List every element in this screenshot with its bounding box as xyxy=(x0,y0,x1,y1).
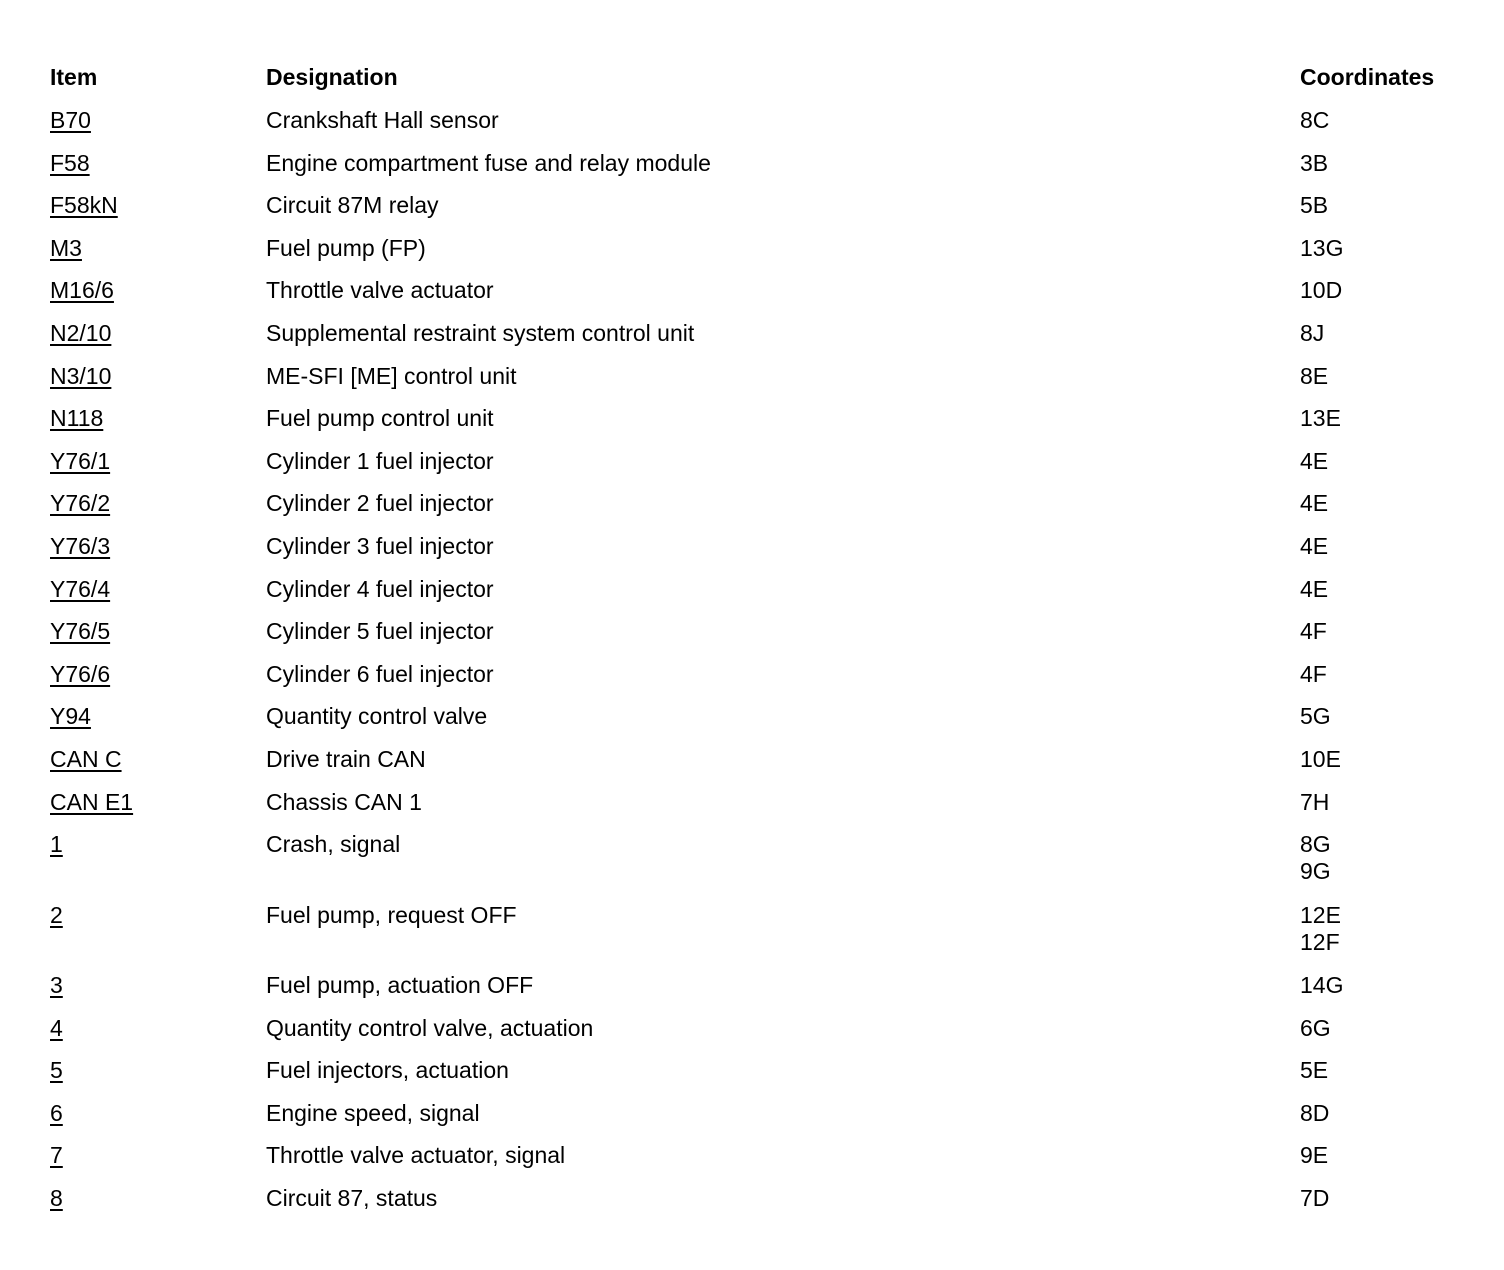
table-row xyxy=(50,746,1470,789)
designation-text: Circuit 87, status xyxy=(266,1185,438,1212)
table-row xyxy=(50,277,1470,320)
table-row xyxy=(50,363,1470,406)
designation-text: Cylinder 4 fuel injector xyxy=(266,575,494,602)
coordinates-cell xyxy=(1300,1057,1328,1084)
table-row xyxy=(50,150,1470,193)
coordinates-cell xyxy=(1300,150,1328,177)
coordinate-value: 7H xyxy=(1300,788,1330,815)
designation-text: Chassis CAN 1 xyxy=(266,788,422,815)
coordinate-value: 14G xyxy=(1300,972,1344,999)
designation-text: Engine compartment fuse and relay module xyxy=(266,149,711,176)
designation-text: Circuit 87M relay xyxy=(266,192,439,219)
designation-text: Fuel pump (FP) xyxy=(266,234,426,261)
item-link[interactable]: B70 xyxy=(50,107,91,133)
designation-text: Drive train CAN xyxy=(266,745,426,772)
coordinate-value: 7D xyxy=(1300,1185,1330,1212)
coordinates-cell xyxy=(1300,448,1328,475)
coordinates-cell xyxy=(1300,192,1328,219)
item-link[interactable]: Y76/1 xyxy=(50,447,111,474)
coordinates-cell xyxy=(1300,661,1327,688)
designation-text: Throttle valve actuator, signal xyxy=(266,1142,566,1169)
table-row xyxy=(50,972,1470,1015)
designation-text: Cylinder 5 fuel injector xyxy=(266,618,494,645)
table-row xyxy=(50,831,1470,902)
item-link[interactable]: 8 xyxy=(50,1185,63,1212)
table-row xyxy=(50,192,1470,235)
coordinate-value: 12F xyxy=(1300,928,1340,955)
coordinates-cell xyxy=(1300,363,1328,390)
designation-text: Fuel pump, request OFF xyxy=(266,901,517,928)
component-legend-table xyxy=(50,64,1470,1228)
header-item: Item xyxy=(50,64,98,90)
designation-text: Supplemental restraint system control unit xyxy=(266,319,695,346)
coordinates-cell xyxy=(1300,789,1329,816)
coordinates-cell xyxy=(1300,746,1341,773)
coordinates-cell xyxy=(1300,1142,1328,1169)
item-link[interactable]: CAN C xyxy=(50,745,122,772)
table-row xyxy=(50,1142,1470,1185)
coordinates-cell xyxy=(1300,703,1331,730)
table-row xyxy=(50,576,1470,619)
item-link[interactable]: 1 xyxy=(50,831,63,858)
designation-text: Throttle valve actuator xyxy=(266,277,494,304)
designation-text: Crash, signal xyxy=(266,831,401,858)
coordinate-value: 3B xyxy=(1300,149,1329,176)
table-row xyxy=(50,405,1470,448)
coordinates-cell xyxy=(1300,235,1343,262)
coordinate-value: 8D xyxy=(1300,1099,1330,1126)
coordinates-cell xyxy=(1300,831,1331,885)
designation-text: Fuel pump control unit xyxy=(266,405,494,432)
item-link[interactable]: F58 xyxy=(50,149,90,176)
table-row xyxy=(50,618,1470,661)
coordinate-value: 10E xyxy=(1300,745,1341,772)
table-row xyxy=(50,1057,1470,1100)
item-link[interactable]: M3 xyxy=(50,234,82,261)
coordinate-value: 4F xyxy=(1300,660,1327,687)
coordinate-value: 4E xyxy=(1300,532,1329,559)
item-link[interactable]: Y76/3 xyxy=(50,532,111,559)
item-link[interactable]: Y76/4 xyxy=(50,575,111,602)
item-link[interactable]: 4 xyxy=(50,1014,63,1041)
table-row xyxy=(50,107,1470,150)
designation-text: Fuel pump, actuation OFF xyxy=(266,972,534,999)
coordinates-cell xyxy=(1300,902,1341,956)
coordinate-value: 9E xyxy=(1300,1142,1329,1169)
coordinates-cell xyxy=(1300,618,1327,645)
coordinates-cell xyxy=(1300,490,1328,517)
coordinate-value: 12E xyxy=(1300,901,1341,928)
table-header-row xyxy=(50,64,1470,107)
table-row xyxy=(50,490,1470,533)
table-row xyxy=(50,1100,1470,1143)
coordinate-value: 5G xyxy=(1300,703,1331,730)
coordinate-value: 4F xyxy=(1300,618,1327,645)
designation-text: Cylinder 6 fuel injector xyxy=(266,660,494,687)
item-link[interactable]: 2 xyxy=(50,901,63,928)
coordinate-value: 5E xyxy=(1300,1057,1329,1084)
coordinates-cell xyxy=(1300,320,1324,347)
coordinate-value: 9G xyxy=(1300,858,1331,885)
designation-text: ME-SFI [ME] control unit xyxy=(266,362,517,389)
coordinates-cell xyxy=(1300,107,1329,134)
designation-text: Quantity control valve xyxy=(266,703,488,730)
item-link[interactable]: F58kN xyxy=(50,192,118,219)
designation-text: Cylinder 3 fuel injector xyxy=(266,532,494,559)
coordinates-cell xyxy=(1300,1100,1329,1127)
item-link[interactable]: N2/10 xyxy=(50,319,112,346)
designation-text: Cylinder 2 fuel injector xyxy=(266,490,494,517)
coordinate-value: 5B xyxy=(1300,192,1329,219)
coordinate-value: 13G xyxy=(1300,234,1344,261)
table-body xyxy=(50,107,1470,1228)
item-link[interactable]: Y94 xyxy=(50,703,91,730)
coordinates-cell xyxy=(1300,972,1343,999)
coordinate-value: 6G xyxy=(1300,1014,1331,1041)
table-row xyxy=(50,1185,1470,1228)
designation-text: Engine speed, signal xyxy=(266,1099,480,1126)
coordinates-cell xyxy=(1300,1185,1329,1212)
coordinates-cell xyxy=(1300,405,1341,432)
table-row xyxy=(50,661,1470,704)
item-link[interactable]: 7 xyxy=(50,1142,63,1169)
coordinates-cell xyxy=(1300,576,1328,603)
designation-text: Quantity control valve, actuation xyxy=(266,1014,594,1041)
coordinate-value: 4E xyxy=(1300,490,1329,517)
header-designation: Designation xyxy=(266,64,398,90)
designation-text: Fuel injectors, actuation xyxy=(266,1057,509,1084)
table-row xyxy=(50,703,1470,746)
item-link[interactable]: Y76/6 xyxy=(50,660,111,687)
coordinate-value: 4E xyxy=(1300,447,1329,474)
item-link[interactable]: Y76/5 xyxy=(50,618,111,645)
item-link[interactable]: Y76/2 xyxy=(50,490,111,517)
table-row xyxy=(50,1015,1470,1058)
item-link[interactable]: N3/10 xyxy=(50,362,112,389)
item-link[interactable]: 3 xyxy=(50,972,63,999)
coordinate-value: 8C xyxy=(1300,107,1330,133)
coordinate-value: 13E xyxy=(1300,405,1341,432)
coordinate-value: 10D xyxy=(1300,277,1343,304)
coordinate-value: 8G xyxy=(1300,831,1331,858)
table-row xyxy=(50,320,1470,363)
coordinates-cell xyxy=(1300,533,1328,560)
item-link[interactable]: 5 xyxy=(50,1057,63,1084)
coordinates-cell xyxy=(1300,1015,1331,1042)
table-row xyxy=(50,533,1470,576)
item-link[interactable]: M16/6 xyxy=(50,277,114,304)
table-row xyxy=(50,448,1470,491)
designation-text: Crankshaft Hall sensor xyxy=(266,107,499,133)
table-row xyxy=(50,902,1470,973)
item-link[interactable]: N118 xyxy=(50,405,104,432)
coordinate-value: 8E xyxy=(1300,362,1329,389)
coordinates-cell xyxy=(1300,277,1342,304)
item-link[interactable]: 6 xyxy=(50,1099,63,1126)
coordinate-value: 8J xyxy=(1300,319,1325,346)
coordinate-value: 4E xyxy=(1300,575,1329,602)
item-link[interactable]: CAN E1 xyxy=(50,788,134,815)
table-row xyxy=(50,789,1470,832)
header-coordinates: Coordinates xyxy=(1300,64,1435,90)
designation-text: Cylinder 1 fuel injector xyxy=(266,447,494,474)
table-row xyxy=(50,235,1470,278)
